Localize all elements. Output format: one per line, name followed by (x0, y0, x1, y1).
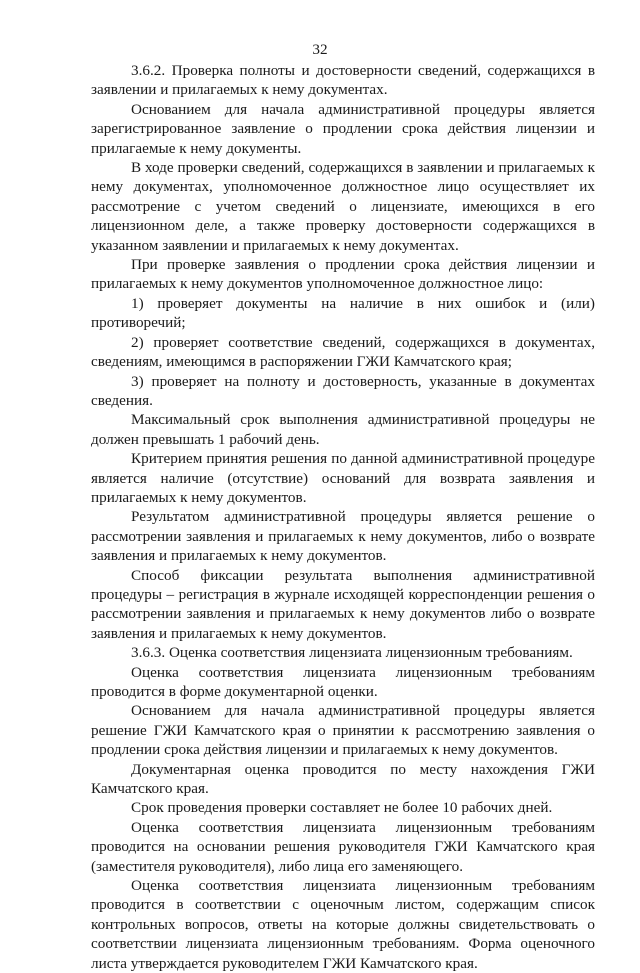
paragraph: Основанием для начала административной процедуры является зарегистрированное заявление о продлении срока действия лицензии и прилагаемые к нему документы. (91, 100, 595, 157)
list-item: 1) проверяет документы на наличие в них ошибок и (или) противоречий; (91, 294, 595, 332)
paragraph: Критерием принятия решения по данной административной процедуре является наличие (отсутствие) оснований для возврата заявления и прилагаемых к нему документов. (91, 450, 595, 506)
paragraph: Способ фиксации результата выполнения административной процедуры – регистрация в журнале исходящей корреспонденции решения о рассмотрении заявления и прилагаемых к нему документов либо о возврате заявления и прилагаемых к нему документов. (91, 566, 595, 642)
list-item: 3) проверяет на полноту и достоверность, указанные в документах сведения. (91, 372, 595, 409)
document-body (91, 61, 595, 973)
paragraph: 3.6.2. Проверка полноты и достоверности сведений, содержащихся в заявлении и прилагаемых к нему документах. (91, 62, 595, 99)
paragraph: Оценка соответствия лицензиата лицензионным требованиям проводится на основании решения руководителя ГЖИ Камчатского края (заместителя руководителя), либо лица его заменяющего. (91, 818, 595, 875)
page-number: 32 (312, 41, 328, 58)
paragraph: Оценка соответствия лицензиата лицензионным требованиям проводится в соответствии с оценочным листом, содержащим список контрольных вопросов, ответы на которые должны свидетельствовать о соответствии лицензиата лицензионным требованиям. Форма оценочного листа утверждается руководителем ГЖИ Камчатского края. (91, 877, 595, 972)
paragraph: В ходе проверки сведений, содержащихся в заявлении и прилагаемых к нему документах, уполномоченное должностное лицо осуществляет их рассмотрение с учетом сведений о лицензиате, имеющихся в его лицензионном деле, а также проверку достоверности содержащихся в указанном заявлении и прилагаемых к нему документах. (91, 159, 595, 254)
list-item: 2) проверяет соответствие сведений, содержащихся в документах, сведениям, имеющимся в распоряжении ГЖИ Камчатского края; (91, 333, 595, 371)
paragraph: Максимальный срок выполнения административной процедуры не должен превышать 1 рабочий день. (91, 411, 595, 448)
section-heading: 3.6.3. Оценка соответствия лицензиата лицензионным требованиям. (131, 644, 573, 662)
paragraph: При проверке заявления о продлении срока действия лицензии и прилагаемых к нему документов уполномоченное должностное лицо: (91, 256, 595, 293)
paragraph: Документарная оценка проводится по месту нахождения ГЖИ Камчатского края. (91, 760, 595, 798)
paragraph: Результатом административной процедуры является решение о рассмотрении заявления и прилагаемых к нему документов, либо о возврате заявления и прилагаемых к нему документов. (91, 508, 595, 565)
paragraph: Оценка соответствия лицензиата лицензионным требованиям проводится в форме документарной оценки. (91, 663, 595, 700)
paragraph: Основанием для начала административной процедуры является решение ГЖИ Камчатского края о принятии к рассмотрению заявления о продлении срока действия лицензии и прилагаемых к нему документов. (91, 702, 595, 759)
paragraph: Срок проведения проверки составляет не более 10 рабочих дней. (131, 799, 553, 817)
